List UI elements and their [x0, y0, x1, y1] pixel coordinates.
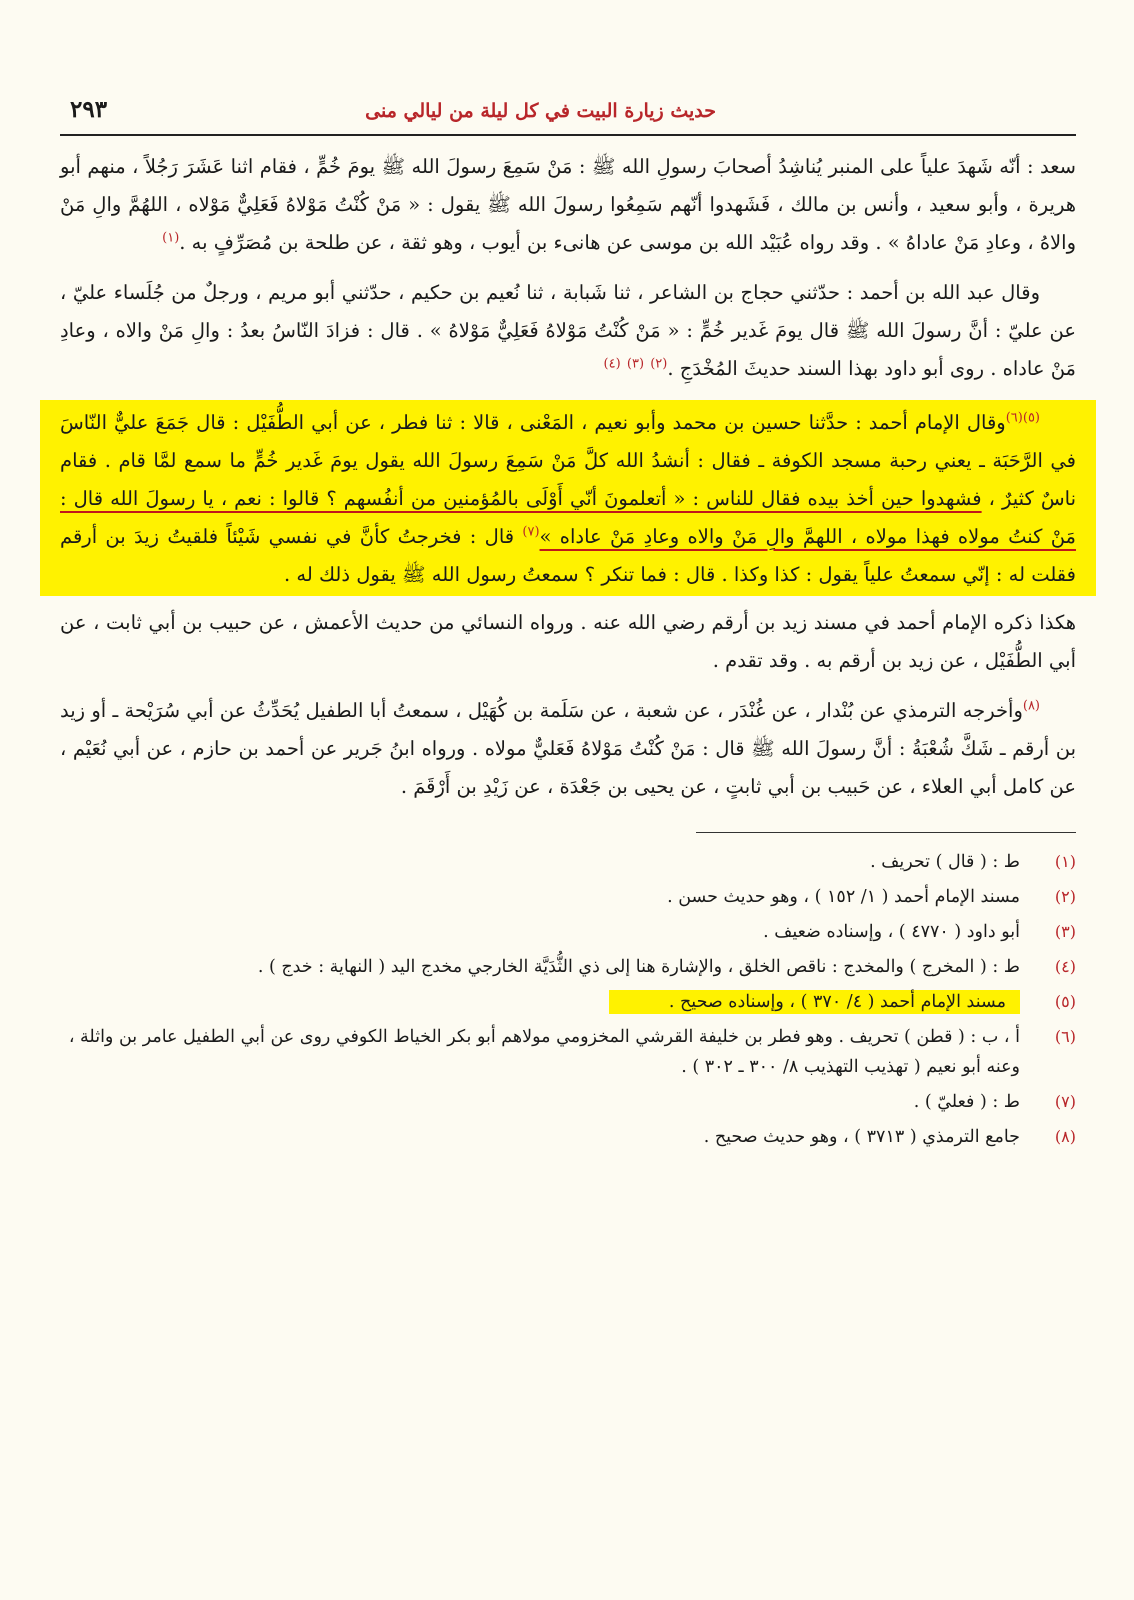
footnote-ref-7: (٧) — [522, 524, 540, 540]
footnote-text: أبو داود ( ٤٧٧٠ ) ، وإسناده ضعيف . — [763, 922, 1020, 942]
footnote-ref-4: (٤) — [603, 356, 621, 372]
paragraph-3-text-c: قال : فخرجتُ كأنَّ في نفسي شَيْئاً فلقيتُ زيدَ بن أرقم فقلت له : إنّي سمعتُ علياً يقول : كذا وكذا . قال : فما تنكر ؟ سمعتُ رسول الله ﷺ يقول ذلك له . — [60, 525, 1076, 586]
footnote-8 — [60, 1122, 1076, 1152]
footnote-3 — [60, 917, 1076, 947]
footnote-number: (٣) — [1054, 922, 1076, 941]
book-page — [60, 92, 1076, 1157]
footnote-2 — [60, 882, 1076, 912]
paragraph-2 — [60, 274, 1076, 388]
paragraph-1 — [60, 148, 1076, 262]
paragraph-2-text: وقال عبد الله بن أحمد : حدّثني حجاج بن الشاعر ، ثنا شَبابة ، ثنا نُعيم بن حكيم ، حدّثني أبو مريم ، ورجلٌ من جُلَساء عليّ ، عن عليّ : أنَّ رسولَ الله ﷺ قال يومَ غَدير خُمٍّ : « مَنْ كُنْتُ مَوْلاهُ فَعَلِيٌّ مَوْلاهُ » . قال : فزادَ النّاسُ بعدُ : والِ مَنْ والاه ، وعادِ مَنْ عاداه . روى أبو داود بهذا السند حديثَ المُخْدَجِ . — [60, 281, 1076, 380]
footnote-text: ط : ( قال ) تحريف . — [870, 852, 1020, 872]
footnote-divider — [696, 832, 1076, 833]
footnote-4 — [60, 952, 1076, 982]
footnote-text: ط : ( المخرج ) والمخدج : ناقص الخلق ، والإشارة هنا إلى ذي الثُّدَيَّة الخارجي مخدج اليد ( النهاية : خدج ) . — [257, 957, 1020, 977]
paragraph-3-text-a: وقال الإمام أحمد : حدَّثنا حسين بن محمد وأبو نعيم ، المَعْنى ، قالا : ثنا فطر ، عن أبي الطُّفَيْل : قال جَمَعَ عليٌّ النّاسَ في الرَّحَبَة ـ يعني رحبة مسجد الكوفة ـ فقال : أنشدُ الله كلَّ مَنْ سَمِعَ رسولَ الله يقول يومَ غَدير خُمٍّ ما سمع لمَّا قام . فقام ناسٌ كثيرٌ ، — [60, 411, 1076, 510]
footnote-text: جامع الترمذي ( ٣٧١٣ ) ، وهو حديث صحيح . — [703, 1127, 1020, 1147]
footnote-ref-3: (٣) — [626, 356, 645, 372]
page-header — [60, 92, 1076, 136]
paragraph-5 — [60, 692, 1076, 806]
footnote-text: أ ، ب : ( قطن ) تحريف . وهو فطر بن خليفة القرشي المخزومي مولاهم أبو بكر الخياط الكوفي روى عن أبي الطفيل عامر بن واثلة ، وعنه أبو نعيم ( تهذيب التهذيب ٨/ ٣٠٠ ـ ٣٠٢ ) . — [68, 1027, 1020, 1077]
footnote-text: مسند الإمام أحمد ( ٤/ ٣٧٠ ) ، وإسناده صحيح . — [609, 990, 1020, 1014]
footnote-number: (٥) — [1054, 992, 1076, 1011]
footnote-number: (٦) — [1054, 1027, 1076, 1046]
page-number: ٢٩٣ — [70, 96, 108, 123]
underlined-hadith: فشهدوا حين أخذ بيده فقال للناس : « أتعلمونَ أنّي أَوْلَى بالمُؤمنين من أنفُسهم ؟ قالوا : نعم ، يا رسولَ الله قال : مَنْ كنتُ مولاه فهذا مولاه ، اللهمَّ والِ مَنْ والاه وعادِ مَنْ عاداه » — [60, 487, 1076, 548]
paragraph-1-text: سعد : أنّه شَهدَ علياً على المنبر يُناشِدُ أصحابَ رسولِ الله ﷺ : مَنْ سَمِعَ رسولَ الله ﷺ يومَ خُمٍّ ، فقام اثنا عَشَرَ رَجُلاً ، منهم أبو هريرة ، وأبو سعيد ، وأنس بن مالك ، فَشَهدوا أنّهم سَمِعُوا رسولَ الله ﷺ يقول : « مَنْ كُنْتُ مَوْلاهُ فَعَلِيٌّ مَوْلاه ، اللهُمَّ والِ مَنْ والاهُ ، وعادِ مَنْ عاداهُ » . وقد رواه عُبَيْد الله بن موسى عن هانىء بن أيوب ، وهو ثقة ، عن طلحة بن مُصَرِّفٍ به . — [60, 155, 1076, 254]
footnote-7 — [60, 1087, 1076, 1117]
footnote-1 — [60, 847, 1076, 877]
paragraph-4-text: هكذا ذكره الإمام أحمد في مسند زيد بن أرقم رضي الله عنه . ورواه النسائي من حديث الأعمش ، عن حبيب بن أبي ثابت ، عن أبي الطُّفَيْل ، عن زيد بن أرقم به . وقد تقدم . — [60, 611, 1076, 672]
footnote-ref-1: (١) — [162, 230, 180, 246]
footnote-text-wrap — [60, 987, 1020, 1017]
paragraph-3 — [60, 404, 1076, 594]
paragraph-5-text: وأخرجه الترمذي عن بُنْدار ، عن غُنْدَر ، عن شعبة ، عن سَلَمة بن كُهَيْل ، سمعتُ أبا الطفيل يُحَدِّثُ عن أبي سُرَيْحة ـ أو زيد بن أرقم ـ شَكَّ شُعْبَةُ : أنَّ رسولَ الله ﷺ قال : مَنْ كُنْتُ مَوْلاهُ فَعَليٌّ مولاه . ورواه ابنُ جَرير عن أحمد بن حازم ، عن أبي نُعَيْم ، عن كامل أبي العلاء ، عن حَبيب بن أبي ثابتٍ ، عن يحيى بن جَعْدَة ، عن زَيْدِ بن أَرْقَمَ . — [60, 699, 1076, 798]
footnote-number: (١) — [1054, 852, 1076, 871]
footnote-number: (٤) — [1054, 957, 1076, 976]
footnote-number: (٧) — [1054, 1092, 1076, 1111]
main-text — [60, 148, 1076, 806]
footnote-text: ط : ( فعليّ ) . — [913, 1092, 1020, 1112]
footnote-ref-6: (٦) — [1005, 410, 1023, 426]
footnote-text: مسند الإمام أحمد ( ١/ ١٥٢ ) ، وهو حديث حسن . — [667, 887, 1020, 907]
highlighted-passage — [40, 400, 1096, 596]
footnotes — [60, 847, 1076, 1152]
running-title: حديث زيارة البيت في كل ليلة من ليالي منى — [365, 100, 716, 122]
footnote-5-highlighted — [60, 987, 1076, 1017]
footnote-number: (٨) — [1054, 1127, 1076, 1146]
footnote-ref-5: (٥) — [1022, 410, 1040, 426]
footnote-ref-2: (٢) — [650, 356, 668, 372]
paragraph-4 — [60, 604, 1076, 680]
footnote-ref-8: (٨) — [1022, 698, 1040, 714]
footnote-6 — [60, 1022, 1076, 1082]
footnote-number: (٢) — [1054, 887, 1076, 906]
